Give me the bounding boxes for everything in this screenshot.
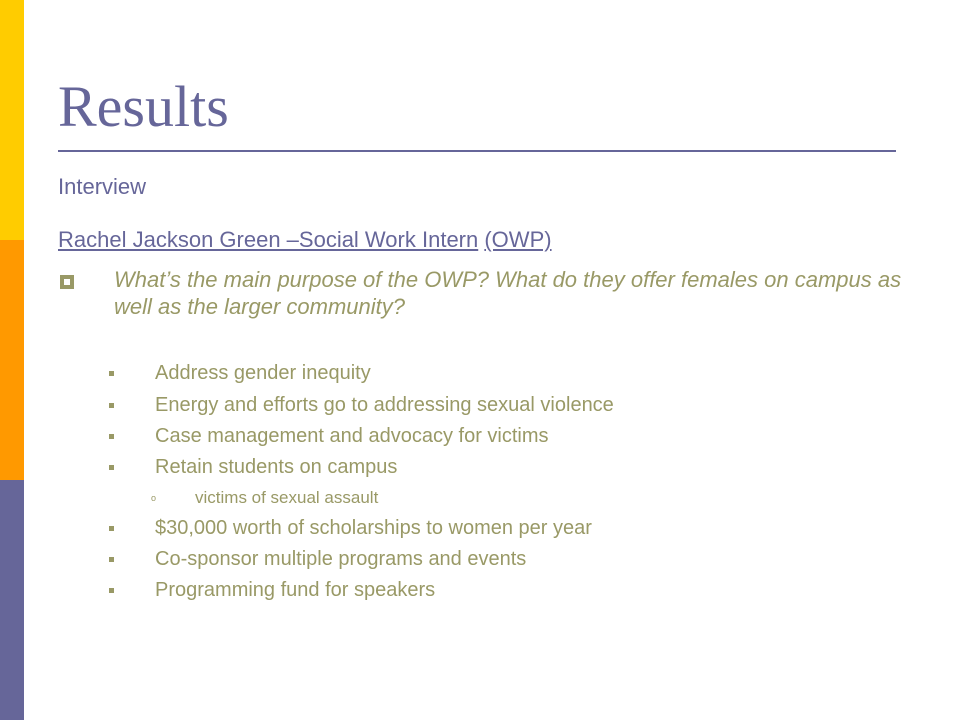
list-item: $30,000 worth of scholarships to women per year [155,517,592,540]
small-square-bullet-icon [109,403,114,408]
interviewee-name: Rachel Jackson Green –Social Work Intern [58,227,479,252]
small-square-bullet-icon [109,557,114,562]
slide-title: Results [58,74,229,139]
sub-list-item: o victims of sexual assault [151,488,379,507]
circle-bullet-icon: o [151,493,157,503]
list-item: Case management and advocacy for victims [155,425,549,448]
small-square-bullet-icon [109,434,114,439]
interviewee-line [58,227,552,253]
small-square-bullet-icon [109,526,114,531]
list-item: Energy and efforts go to addressing sexual violence [155,394,614,417]
interview-question: What’s the main purpose of the OWP? What do they offer females on campus as well as the larger community? [114,267,902,319]
slide-subtitle: Interview [58,174,147,199]
side-bar-yellow [0,0,24,240]
small-square-bullet-icon [109,371,114,376]
small-square-bullet-icon [109,465,114,470]
list-item: Programming fund for speakers [155,579,435,602]
side-bar-orange [0,240,24,480]
side-bar-purple [0,480,24,720]
title-divider [58,150,896,152]
hollow-square-bullet-icon [60,275,74,289]
list-item: Retain students on campus [155,456,397,479]
list-item: Address gender inequity [155,362,371,385]
interviewee-org: (OWP) [484,227,552,252]
small-square-bullet-icon [109,588,114,593]
list-item: Co-sponsor multiple programs and events [155,548,526,571]
